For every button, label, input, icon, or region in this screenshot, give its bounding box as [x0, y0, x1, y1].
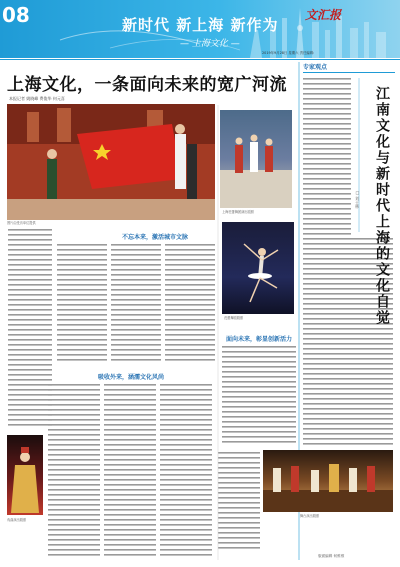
stage-photo [263, 450, 393, 512]
article-headline: 上海文化，一条面向未来的宽广河流 [7, 75, 287, 95]
article-byline: 本报记者 姚晓峰 费俊华 何元喜 [9, 96, 65, 101]
newspaper-brand: 文汇报 [305, 8, 342, 22]
opera-performer-image [7, 435, 43, 515]
expert-opinion-tag: 专家观点 [303, 62, 395, 73]
subhead-2: 吸收外来，涵濡文化风尚 [98, 374, 165, 381]
dance-photo-2-caption: 芭蕾舞剧剧照 [224, 316, 244, 320]
banner-slogan: 新时代 新上海 新作为 [122, 16, 279, 34]
stage-performance-image [263, 450, 393, 512]
subhead-1: 不忘本来，激活城市文脉 [122, 234, 189, 241]
page-number: 08 [2, 3, 30, 27]
page-footer: 版面编辑 何维维 [318, 554, 345, 558]
opera-photo [7, 435, 43, 515]
opera-photo-caption: 戏曲演出剧照 [7, 518, 27, 522]
expert-author: □ 刘士林 [355, 190, 360, 209]
issue-info: 2019年9月28日 星期六 责任编辑: [262, 51, 315, 55]
expert-article-title: 江南文化与新时代上海的文化自觉 [374, 86, 390, 326]
section-tag: — 上海文化 — [180, 39, 240, 49]
stage-photo-caption: 舞台演出剧照 [300, 514, 320, 518]
subhead-3: 面向未来，彰显创新活力 [226, 336, 293, 343]
dance-photo-1-caption: 上海芭蕾舞团演出剧照 [222, 210, 254, 214]
main-photo-caption: 图片由受访单位提供 [7, 221, 36, 225]
